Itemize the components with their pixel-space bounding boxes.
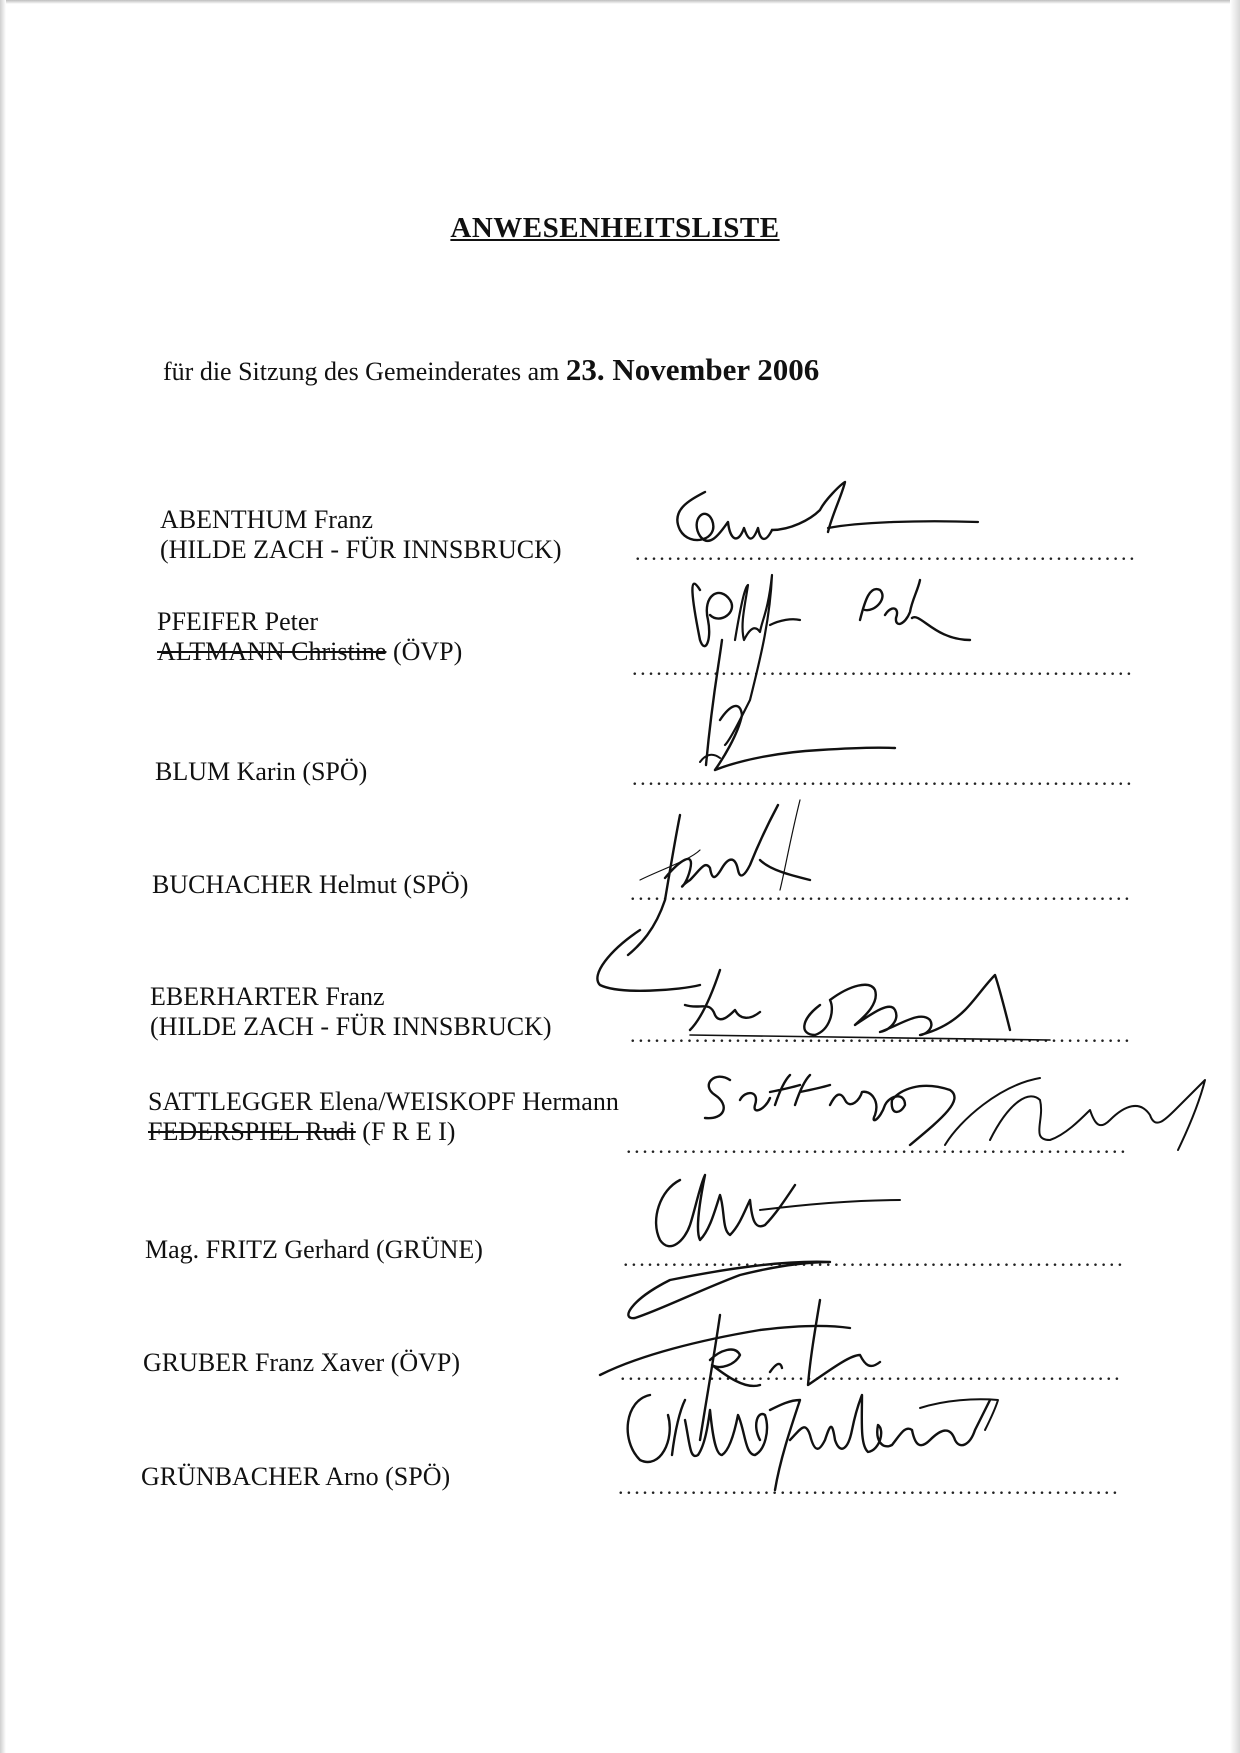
subtitle-prefix: für die Sitzung des Gemeinderates am [163,357,566,386]
signature-eberharter [597,930,1050,1040]
signature-abenthum [677,482,978,541]
signature-line: .............................................................. [626,1133,1129,1158]
meeting-date: 23. November 2006 [565,352,820,387]
page-title: ANWESENHEITSLISTE [450,212,780,244]
signature-blum [700,640,895,770]
attendee-name: PFEIFER Peter [157,607,319,636]
signature-line: .............................................................. [630,880,1133,905]
signature-pfeifer [692,575,970,745]
signature-line: .............................................................. [618,1474,1121,1499]
attendee-name: BLUM Karin (SPÖ) [155,757,368,786]
attendee-name: BUCHACHER Helmut (SPÖ) [152,870,469,899]
signature-line: .............................................................. [623,1246,1126,1271]
signature-fritz [628,1175,900,1318]
attendee-party: (HILDE ZACH - FÜR INNSBRUCK) [160,535,562,564]
signature-line: .............................................................. [620,1360,1123,1385]
signature-gruenbacher [628,1395,998,1490]
signature-buchacher [628,800,810,955]
attendee-name: GRÜNBACHER Arno (SPÖ) [141,1462,451,1491]
signature-line: .............................................................. [630,1022,1133,1047]
attendee-party: (HILDE ZACH - FÜR INNSBRUCK) [150,1012,552,1041]
attendee-party: (ÖVP) [386,637,463,666]
signature-line: .............................................................. [632,765,1135,790]
attendee-name: Mag. FRITZ Gerhard (GRÜNE) [145,1235,483,1264]
signature-line: .............................................................. [632,655,1135,680]
attendee-name: EBERHARTER Franz [150,982,385,1011]
attendee-name: ABENTHUM Franz [160,505,374,534]
attendee-name: GRUBER Franz Xaver (ÖVP) [143,1348,461,1377]
attendee-name: SATTLEGGER Elena/WEISKOPF Hermann [148,1087,619,1116]
attendee-party: (F R E I) [355,1117,456,1146]
signature-sattlegger-weiskopf [705,1075,1205,1150]
struck-name: ALTMANN Christine [157,637,387,666]
signature-line: .............................................................. [635,540,1138,565]
struck-name: FEDERSPIEL Rudi [148,1117,356,1146]
